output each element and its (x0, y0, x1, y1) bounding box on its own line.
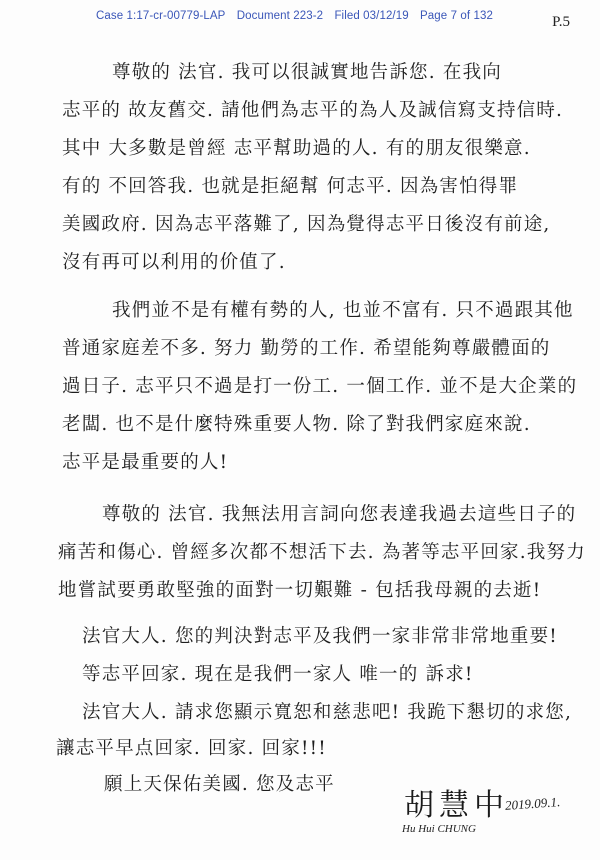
page-count: Page 7 of 132 (420, 10, 493, 22)
letter-line: 尊敬的 法官. 我可以很誠實地告訴您. 在我向 (112, 62, 503, 83)
signature-english-name: Hu Hui CHUNG (402, 823, 476, 835)
letter-line: 法官大人. 您的判決對志平及我們一家非常非常地重要! (82, 626, 558, 647)
letter-line: 尊敬的 法官. 我無法用言詞向您表達我過去這些日子的 (102, 504, 577, 525)
letter-line: 讓志平早点回家. 回家. 回家!!! (56, 738, 327, 759)
letter-line: 其中 大多數是曾經 志平幫助過的人. 有的朋友很樂意. (62, 138, 531, 159)
signature-date: 2019.09.1. (504, 794, 561, 813)
letter-line: 願上天保佑美國. 您及志平 (104, 774, 335, 795)
filed-date: Filed 03/12/19 (334, 10, 409, 22)
letter-line: 老闆. 也不是什麼特殊重要人物. 除了對我們家庭來說. (62, 414, 531, 435)
letter-line: 我們並不是有權有勢的人, 也並不富有. 只不過跟其他 (112, 300, 574, 321)
letter-line: 痛苦和傷心. 曾經多次都不想活下去. 為著等志平回家.我努力 (58, 542, 586, 563)
letter-line: 法官大人. 請求您顯示寬恕和慈悲吧! 我跪下懇切的求您, (82, 702, 573, 723)
document-number: Document 223-2 (236, 10, 324, 22)
letter-line: 美國政府. 因為志平落難了, 因為覺得志平日後沒有前途, (62, 214, 551, 235)
court-filing-header (96, 10, 501, 22)
letter-line: 過日子. 志平只不過是打一份工. 一個工作. 並不是大企業的 (62, 376, 578, 397)
letter-line: 有的 不回答我. 也就是拒絕幫 何志平. 因為害怕得罪 (62, 176, 519, 197)
letter-line: 志平的 故友舊交. 請他們為志平的為人及誠信寫支持信時. (62, 100, 564, 121)
signature-chinese-name: 胡慧中 (404, 788, 509, 823)
letter-line: 等志平回家. 現在是我們一家人 唯一的 訴求! (82, 664, 474, 685)
letter-line: 志平是最重要的人! (62, 452, 229, 473)
letter-line: 普通家庭差不多. 努力 勤勞的工作. 希望能夠尊嚴體面的 (62, 338, 551, 359)
page-marker: P.5 (552, 14, 570, 30)
letter-line: 地嘗試要勇敢堅強的面對一切艱難 - 包括我母親的去逝! (58, 580, 542, 601)
letter-line: 沒有再可以利用的价值了. (62, 252, 286, 273)
case-number: Case 1:17-cr-00779-LAP (96, 10, 226, 22)
